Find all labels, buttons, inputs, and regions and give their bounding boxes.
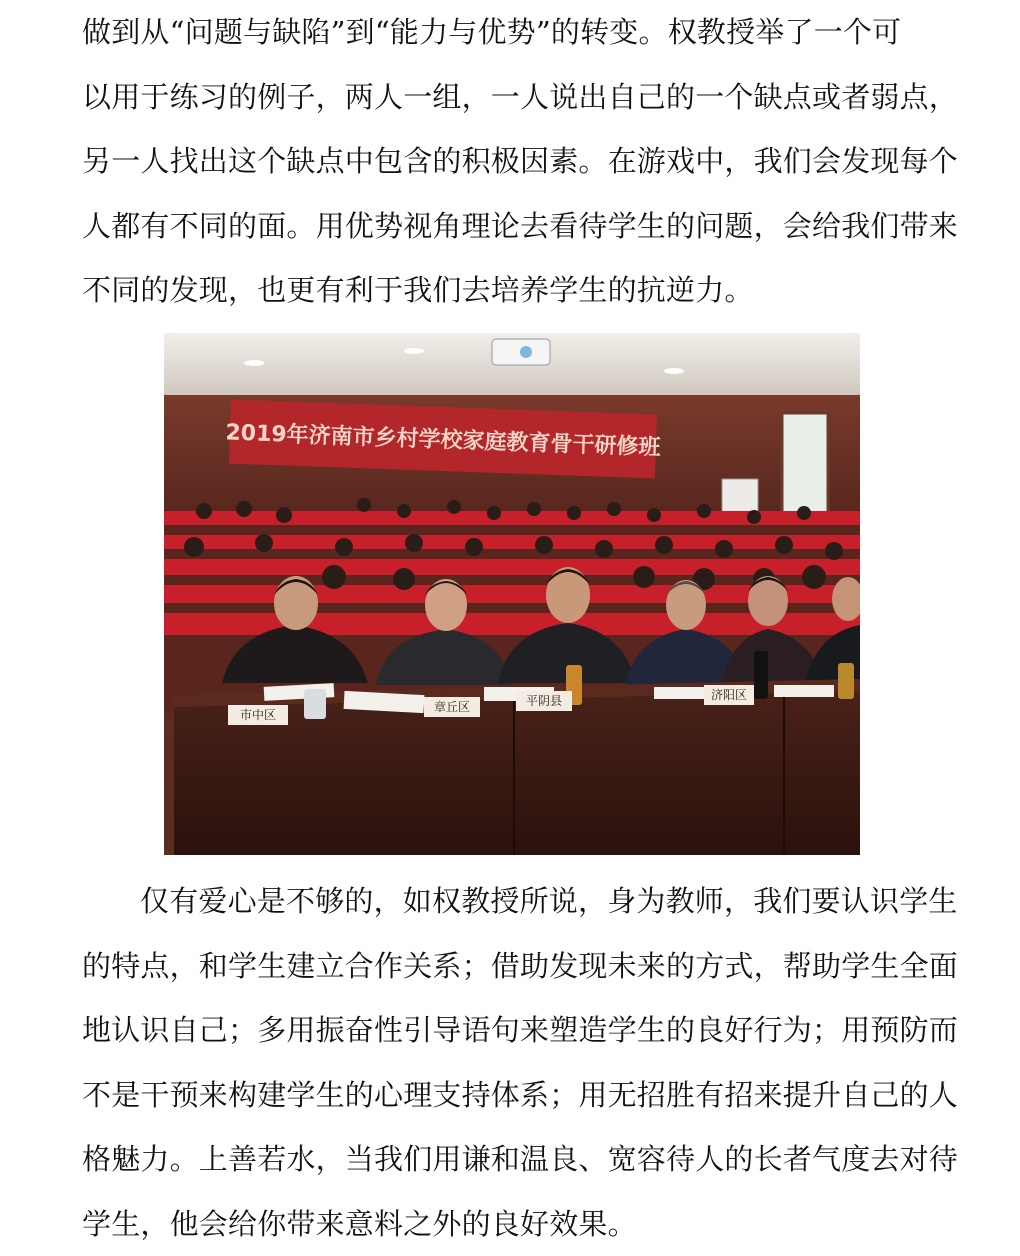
name-card-text: 章丘区 bbox=[434, 699, 470, 714]
paragraph-1-line: 以用于练习的例子，两人一组，一人说出自己的一个缺点或者弱点， bbox=[82, 65, 942, 130]
window bbox=[782, 413, 828, 513]
cup-icon bbox=[304, 689, 326, 719]
paragraph-1 bbox=[82, 0, 942, 323]
name-card-text: 济阳区 bbox=[711, 687, 747, 702]
paragraph-2-line: 地认识自己；多用振奋性引导语句来塑造学生的良好行为；用预防而 bbox=[82, 998, 942, 1063]
paragraph-1-line: 不同的发现，也更有利于我们去培养学生的抗逆力。 bbox=[82, 258, 942, 323]
name-card bbox=[228, 705, 288, 725]
name-card bbox=[516, 691, 572, 711]
tea-cup-icon bbox=[838, 663, 854, 699]
paragraph-2 bbox=[82, 869, 942, 1256]
paragraph-2-line: 格魅力。上善若水，当我们用谦和温良、宽容待人的长者气度去对待 bbox=[82, 1127, 942, 1192]
paragraph-2-line: 不是干预来构建学生的心理支持体系；用无招胜有招来提升自己的人 bbox=[82, 1063, 942, 1128]
name-card bbox=[424, 697, 480, 717]
paragraph-1-line: 另一人找出这个缺点中包含的积极因素。在游戏中，我们会发现每个 bbox=[82, 129, 942, 194]
paragraph-1-line: 人都有不同的面。用优势视角理论去看待学生的问题，会给我们带来 bbox=[82, 194, 942, 259]
paragraph-1-line: 做到从“问题与缺陷”到“能力与优势”的转变。权教授举了一个可 bbox=[82, 0, 942, 65]
paragraph-2-line: 仅有爱心是不够的，如权教授所说，身为教师，我们要认识学生 bbox=[82, 869, 942, 934]
paragraph-2-line: 的特点，和学生建立合作关系；借助发现未来的方式，帮助学生全面 bbox=[82, 934, 942, 999]
name-card-text: 平阴县 bbox=[526, 694, 562, 708]
banner-text: 2019年济南市乡村学校家庭教育骨干研修班 bbox=[225, 419, 662, 460]
thermos-icon bbox=[754, 651, 768, 699]
name-card-text: 市中区 bbox=[240, 707, 276, 722]
name-card bbox=[704, 685, 754, 705]
seminar-photo bbox=[164, 333, 860, 855]
paragraph-2-line: 学生，他会给你带来意料之外的良好效果。 bbox=[82, 1192, 942, 1256]
